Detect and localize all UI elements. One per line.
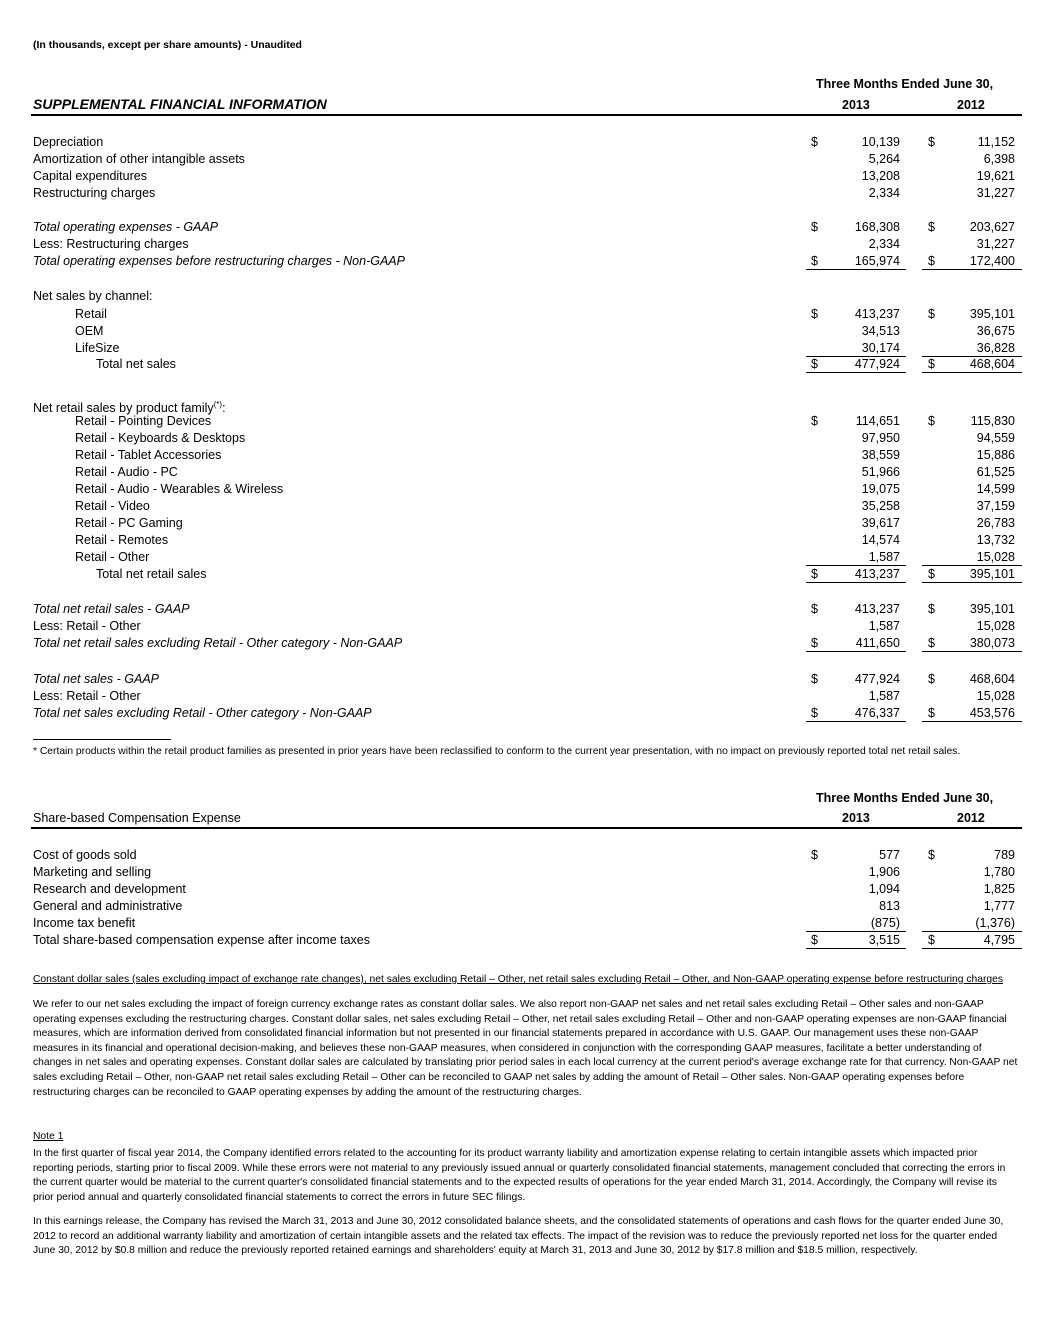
row-label <box>75 323 103 340</box>
dollar-sign: $ <box>928 933 935 947</box>
value-2013: 477,924 <box>854 672 900 686</box>
row-label <box>75 498 150 515</box>
row-label <box>33 618 141 635</box>
footnote: * Certain products within the retail product families as presented in prior years have been reclassified to conform to the current year presentation, with no impact on previously reported total net retail sales. <box>33 746 961 757</box>
value-2013: 51,966 <box>861 465 900 479</box>
sbc-title: Share-based Compensation Expense <box>33 811 241 825</box>
row-label-text: Amortization of other intangible assets <box>33 152 245 166</box>
value-2013: 411,650 <box>855 636 900 650</box>
dollar-sign: $ <box>811 672 818 686</box>
dollar-sign: $ <box>811 602 818 616</box>
row-label-text: Retail <box>75 307 107 321</box>
value-2013: 19,075 <box>861 482 900 496</box>
row-label <box>33 898 182 915</box>
row-label <box>75 481 283 498</box>
row-label <box>96 566 206 583</box>
value-2012: 115,830 <box>970 414 1015 428</box>
value-2012: 15,886 <box>976 448 1015 462</box>
value-2013: 114,651 <box>855 414 900 428</box>
value-2013: 2,334 <box>868 237 900 251</box>
row-label-text: Retail - Keyboards & Desktops <box>75 431 246 445</box>
total-underline-2013 <box>806 269 906 270</box>
row-label-text: Research and development <box>33 882 186 896</box>
row-label <box>75 532 168 549</box>
value-2013: 30,174 <box>861 341 900 355</box>
value-2013: 39,617 <box>861 516 900 530</box>
value-2013: 1,587 <box>868 689 900 703</box>
dollar-sign: $ <box>811 220 818 234</box>
section-title: SUPPLEMENTAL FINANCIAL INFORMATION <box>33 96 327 112</box>
dollar-sign: $ <box>928 567 935 581</box>
value-2013: 413,237 <box>854 307 900 321</box>
note1-paragraph-2: In this earnings release, the Company has revised the March 31, 2013 and June 30, 2012 consolidated balance sheets, and the consolidated statements of operations and cash flows for the quarter ended June 30, 2012 to record an additional warranty liability and amortization of certain intangible assets and the related tax effects. The impact of the revision was to reduce the previously reported net loss for the quarter ended June 30, 2012 by $0.8 million and reduce the previously reported retained earnings and shareholders' equity at March 31, 2013 and June 30, 2012 by $17.8 million and $18.5 million, respectively. <box>33 1216 1004 1257</box>
row-label <box>33 134 103 151</box>
value-2012: 11,152 <box>977 135 1015 149</box>
value-2013: 35,258 <box>861 499 900 513</box>
row-label <box>33 881 186 898</box>
row-label <box>75 306 107 323</box>
value-2013: 813 <box>879 899 900 913</box>
constant-dollar-heading: Constant dollar sales (sales excluding impact of exchange rate changes), net sales excluding Retail – Other, net retail sales excluding Retail – Other, and Non-GAAP operating expense before restructuring charges <box>33 974 1003 985</box>
value-2012: 31,227 <box>976 186 1015 200</box>
total-underline-2013 <box>806 721 906 722</box>
row-label-text: Less: Retail - Other <box>33 689 141 703</box>
row-label <box>33 253 405 270</box>
dollar-sign: $ <box>811 848 818 862</box>
value-2012: 395,101 <box>969 602 1015 616</box>
col-header-2012: 2012 <box>957 98 985 112</box>
row-label <box>75 413 211 430</box>
row-label <box>33 915 135 932</box>
row-label <box>75 340 119 357</box>
label-suffix: : <box>222 401 226 416</box>
dollar-sign: $ <box>811 307 818 321</box>
row-label-text: Total net sales excluding Retail - Other category - Non-GAAP <box>33 706 372 720</box>
dollar-sign: $ <box>811 254 818 268</box>
dollar-sign: $ <box>928 848 935 862</box>
value-2012: 36,675 <box>976 324 1015 338</box>
value-2013: 168,308 <box>854 220 900 234</box>
row-label-text: Retail - Audio - PC <box>75 465 178 479</box>
value-2012: 15,028 <box>976 619 1015 633</box>
footnote-marker: (*) <box>213 400 223 409</box>
row-label-text: Less: Retail - Other <box>33 619 141 633</box>
row-label <box>75 464 178 481</box>
dollar-sign: $ <box>811 135 818 149</box>
total-underline-2012 <box>922 269 1022 270</box>
total-underline-2012 <box>922 948 1022 949</box>
total-underline-2013 <box>806 372 906 373</box>
value-2012: 36,828 <box>976 341 1015 355</box>
row-label <box>33 671 159 688</box>
value-2012: 395,101 <box>969 307 1015 321</box>
value-2012: 789 <box>994 848 1015 862</box>
value-2013: 165,974 <box>854 254 900 268</box>
row-label <box>33 847 137 864</box>
dollar-sign: $ <box>928 636 935 650</box>
dollar-sign: $ <box>928 135 935 149</box>
total-underline-2012 <box>922 651 1022 652</box>
value-2013: 577 <box>879 848 900 862</box>
row-label <box>75 549 149 566</box>
value-2012: 13,732 <box>976 533 1015 547</box>
dollar-sign: $ <box>811 636 818 650</box>
row-label-text: Marketing and selling <box>33 865 152 879</box>
value-2012: 6,398 <box>983 152 1015 166</box>
row-label-text: Total net retail sales - GAAP <box>33 602 190 616</box>
value-2013: 14,574 <box>861 533 900 547</box>
value-2012: 26,783 <box>976 516 1015 530</box>
value-2012: 203,627 <box>969 220 1015 234</box>
row-label-text: Retail - PC Gaming <box>75 516 183 530</box>
value-2013: 5,264 <box>868 152 900 166</box>
total-underline-2012 <box>922 721 1022 722</box>
row-label <box>96 356 176 373</box>
value-2013: 34,513 <box>861 324 900 338</box>
value-2012: 4,795 <box>983 933 1015 947</box>
note1-heading: Note 1 <box>33 1131 64 1142</box>
row-label-text: Income tax benefit <box>33 916 136 930</box>
dollar-sign: $ <box>811 706 818 720</box>
row-label-text: Net sales by channel: <box>33 289 153 303</box>
col-header-2013: 2013 <box>842 98 870 112</box>
row-label-text: Total share-based compensation expense after income taxes <box>33 933 370 947</box>
value-2012: 1,777 <box>983 899 1015 913</box>
sbc-col-header-2012: 2012 <box>957 811 985 825</box>
value-2012: 468,604 <box>969 672 1015 686</box>
value-2013: 1,094 <box>868 882 900 896</box>
value-2013: 2,334 <box>868 186 900 200</box>
value-2012: 61,525 <box>976 465 1015 479</box>
row-label-text: General and administrative <box>33 899 183 913</box>
note1-paragraph-1: In the first quarter of fiscal year 2014, the Company identified errors related to the accounting for its product warranty liability and amortization expense relating to certain intangible assets which impacted prior reporting periods, starting prior to fiscal 2009. While these errors were not material to any previously issued annual or quarterly consolidated financial statements, management concluded that correcting the errors in the current quarter would be material to the current quarter's consolidated financial statements and to the expected results of operations for the year ended March 31, 2014. Accordingly, the Company will revise its prior period annual and quarterly consolidated financial statements to correct the errors in future SEC filings. <box>33 1148 1006 1203</box>
value-2013: 97,950 <box>861 431 900 445</box>
value-2012: 395,101 <box>969 567 1015 581</box>
row-label <box>33 168 147 185</box>
row-label-text: Net retail sales by product family <box>33 401 214 416</box>
sbc-col-header-2013: 2013 <box>842 811 870 825</box>
value-2012: 94,559 <box>976 431 1015 445</box>
row-label <box>33 864 151 881</box>
row-label <box>33 601 190 618</box>
row-label-text: Total net retail sales excluding Retail - Other category - Non-GAAP <box>33 636 403 650</box>
row-label-text: Restructuring charges <box>33 186 156 200</box>
row-label-text: Retail - Remotes <box>75 533 169 547</box>
value-2013: 10,139 <box>861 135 900 149</box>
dollar-sign: $ <box>928 220 935 234</box>
row-label-text: Cost of goods sold <box>33 848 137 862</box>
row-label-text: Total operating expenses before restructuring charges - Non-GAAP <box>33 254 405 268</box>
value-2013: 413,237 <box>854 602 900 616</box>
value-2012: 15,028 <box>976 689 1015 703</box>
row-label-text: Depreciation <box>33 135 104 149</box>
dollar-sign: $ <box>928 602 935 616</box>
dollar-sign: $ <box>928 357 935 371</box>
value-2012: (1,376) <box>975 916 1015 930</box>
value-2013: 1,587 <box>868 550 900 564</box>
header-rule <box>31 114 1022 116</box>
total-underline-2012 <box>922 372 1022 373</box>
row-label-text: LifeSize <box>75 341 120 355</box>
value-2012: 172,400 <box>969 254 1015 268</box>
row-label-text: OEM <box>75 324 104 338</box>
row-label-text: Total net sales - GAAP <box>33 672 159 686</box>
row-label-text: Retail - Video <box>75 499 150 513</box>
dollar-sign: $ <box>811 357 818 371</box>
dollar-sign: $ <box>811 933 818 947</box>
dollar-sign: $ <box>928 414 935 428</box>
value-2013: 1,587 <box>868 619 900 633</box>
row-label <box>33 219 218 236</box>
row-label <box>33 236 189 253</box>
row-label <box>33 185 155 202</box>
sbc-header-rule <box>31 827 1022 829</box>
header-note: (In thousands, except per share amounts) - Unaudited <box>33 39 302 51</box>
value-2012: 453,576 <box>969 706 1015 720</box>
dollar-sign: $ <box>811 567 818 581</box>
sbc-period-header: Three Months Ended June 30, <box>816 791 994 805</box>
value-2013: 38,559 <box>861 448 900 462</box>
value-2012: 31,227 <box>976 237 1015 251</box>
total-underline-2013 <box>806 948 906 949</box>
value-2013: 1,906 <box>868 865 900 879</box>
row-label <box>75 447 221 464</box>
value-2012: 15,028 <box>976 550 1015 564</box>
value-2013: 477,924 <box>854 357 900 371</box>
total-underline-2012 <box>922 582 1022 583</box>
row-label <box>33 932 370 949</box>
row-label <box>75 515 183 532</box>
value-2013: 413,237 <box>854 567 900 581</box>
row-label <box>33 688 141 705</box>
constant-dollar-body: We refer to our net sales excluding the impact of foreign currency exchange rates as constant dollar sales. We also report non-GAAP net sales and net retail sales excluding Retail – Other sales and non-GAAP operating expenses excluding the restructuring charges. Constant dollar sales, net sales excluding Retail – Other, net retail sales excluding Retail – Other and non-GAAP operating expenses are non-GAAP financial measures, which are information derived from consolidated financial information but not presented in our financial statements prepared in accordance with U.S. GAAP. Our management uses these non-GAAP measures in its financial and operational decision-making, and believes these non-GAAP measures, when considered in conjunction with the corresponding GAAP measures, facilitate a better understanding of changes in net sales and operating expenses. Constant dollar sales are calculated by translating prior period sales in each local currency at the current period's average exchange rate for that currency. Non-GAAP net sales excluding Retail – Other, non-GAAP net retail sales excluding Retail – Other can be reconciled to GAAP net sales by adding the amount of Retail – Other sales. Non-GAAP operating expenses before restructuring charges can be reconciled to GAAP operating expenses by adding the amount of the restructuring charges. <box>33 999 1018 1098</box>
row-label-text: Less: Restructuring charges <box>33 237 189 251</box>
value-2012: 14,599 <box>976 482 1015 496</box>
dollar-sign: $ <box>811 414 818 428</box>
value-2012: 380,073 <box>969 636 1015 650</box>
row-label <box>33 288 153 305</box>
row-label-text: Capital expenditures <box>33 169 147 183</box>
value-2013: 13,208 <box>861 169 900 183</box>
value-2013: (875) <box>870 916 900 930</box>
period-header: Three Months Ended June 30, <box>816 77 994 91</box>
row-label-text: Total net retail sales <box>96 567 207 581</box>
value-2012: 1,780 <box>983 865 1015 879</box>
value-2012: 19,621 <box>976 169 1015 183</box>
value-2013: 476,337 <box>854 706 900 720</box>
value-2013: 3,515 <box>868 933 900 947</box>
dollar-sign: $ <box>928 672 935 686</box>
row-label-text: Retail - Tablet Accessories <box>75 448 222 462</box>
row-label-text: Total operating expenses - GAAP <box>33 220 219 234</box>
total-underline-2013 <box>806 582 906 583</box>
row-label <box>33 705 372 722</box>
row-label <box>33 635 402 652</box>
row-label-text: Retail - Pointing Devices <box>75 414 212 428</box>
total-underline-2013 <box>806 651 906 652</box>
value-2012: 37,159 <box>976 499 1015 513</box>
row-label-text: Retail - Audio - Wearables & Wireless <box>75 482 284 496</box>
value-2012: 468,604 <box>969 357 1015 371</box>
row-label <box>75 430 245 447</box>
footnote-rule <box>33 739 171 740</box>
dollar-sign: $ <box>928 307 935 321</box>
row-label <box>33 151 245 168</box>
value-2012: 1,825 <box>983 882 1015 896</box>
row-label-text: Retail - Other <box>75 550 150 564</box>
dollar-sign: $ <box>928 706 935 720</box>
dollar-sign: $ <box>928 254 935 268</box>
row-label-text: Total net sales <box>96 357 176 371</box>
